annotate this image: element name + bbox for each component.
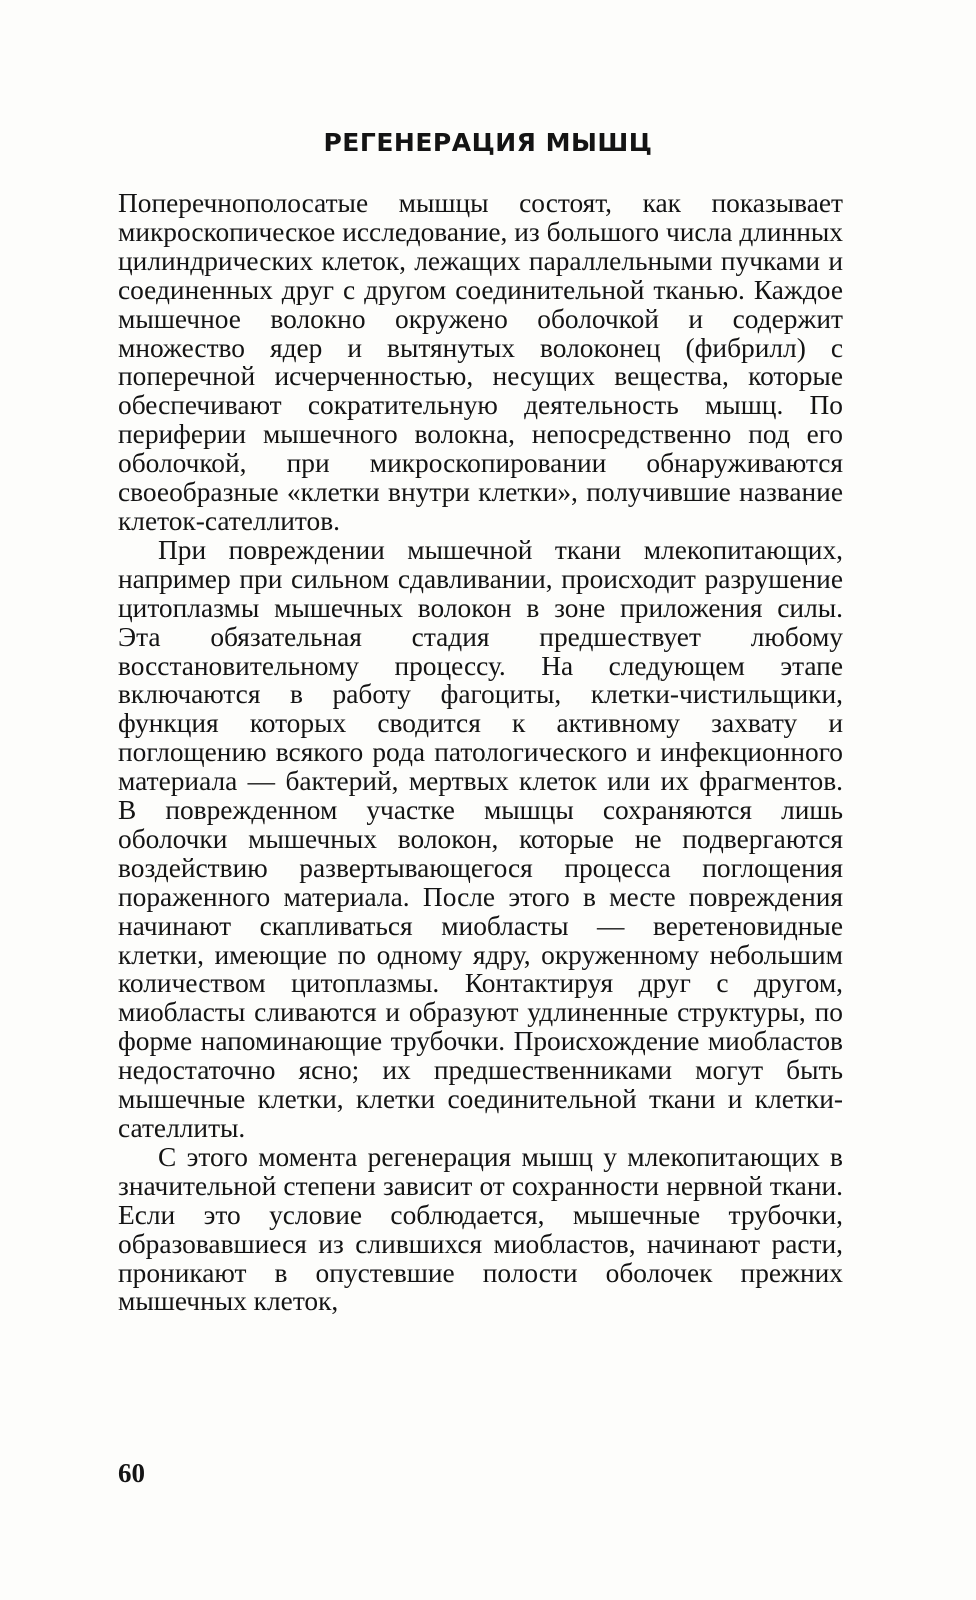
paragraph-2: При повреждении мышечной ткани млекопитающих, например при сильном сдавливании, происходит разрушение цитоплазмы мышечных волокон в зоне приложения силы. Эта обязательная стадия предшествует любому восстановительному процессу. На следующем этапе включаются в работу фагоциты, клетки-чистильщики, функция которых сводится к активному захвату и поглощению всякого рода патологического и инфекционного материала — бактерий, мертвых клеток или их фрагментов. В поврежденном участке мышцы сохраняются лишь оболочки мышечных волокон, которые не подвергаются воздействию развертывающегося процесса поглощения пораженного материала. После этого в месте повреждения начинают скапливаться миобласты — веретеновидные клетки, имеющие по одному ядру, окруженному небольшим количеством цитоплазмы. Контактируя друг с другом, миобласты сливаются и образуют удлиненные структуры, по форме напоминающие трубочки. Происхождение миобластов недостаточно ясно; их предшественниками могут быть мышечные клетки, клетки соединительной ткани и клетки-сателлиты. (118, 534, 843, 1143)
paragraph-3: С этого момента регенерация мышц у млекопитающих в значительной степени зависит от сохранности нервной ткани. Если это условие соблюдается, мышечные трубочки, образовавшиеся из слившихся миобластов, начинают расти, проникают в опустевшие полости оболочек прежних мышечных клеток, (118, 1141, 843, 1317)
body-text (118, 189, 843, 1316)
page-number: 60 (118, 1458, 145, 1488)
section-title: РЕГЕНЕРАЦИЯ МЫШЦ (323, 128, 653, 157)
paragraph-1: Поперечнополосатые мышцы состоят, как показывает микроскопическое исследование, из большого числа длинных цилиндрических клеток, лежащих параллельными пучками и соединенных друг с другом соединительной тканью. Каждое мышечное волокно окружено оболочкой и содержит множество ядер и вытянутых волоконец (фибрилл) с поперечной исчерченностью, несущих вещества, которые обеспечивают сократительную деятельность мышц. По периферии мышечного волокна, непосредственно под его оболочкой, при микроскопировании обнаруживаются своеобразные «клетки внутри клетки», получившие название клеток-сателлитов. (118, 188, 843, 536)
